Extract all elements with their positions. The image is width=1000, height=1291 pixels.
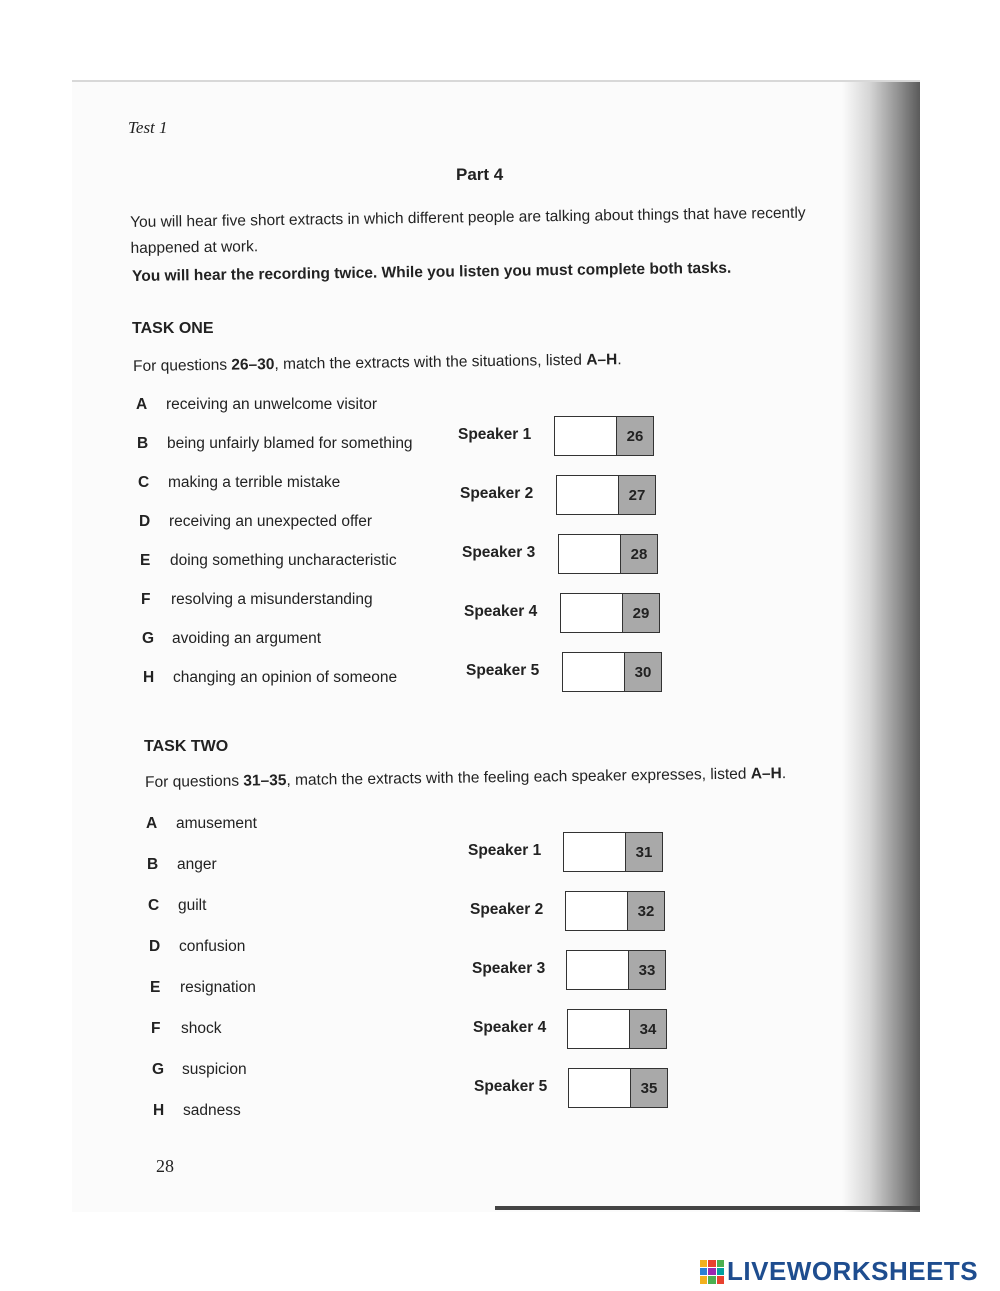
question-number: 35 (630, 1069, 667, 1107)
option-text: shock (181, 1020, 222, 1037)
instruction-text: For questions (133, 356, 232, 375)
option-letter: D (149, 938, 161, 955)
task-two-option-g (152, 1061, 247, 1079)
logo-square (700, 1276, 707, 1283)
logo-square (700, 1260, 707, 1267)
option-letter: G (152, 1061, 165, 1078)
worksheet-page (72, 80, 920, 1212)
answer-input[interactable] (561, 594, 622, 632)
option-letter: G (142, 630, 155, 647)
question-number: 29 (622, 594, 659, 632)
logo-square (717, 1276, 724, 1283)
task-two-speaker-5-label: Speaker 5 (474, 1078, 548, 1095)
task-two-option-e (150, 979, 256, 997)
answer-input[interactable] (563, 653, 624, 691)
task-one-speaker-1-label: Speaker 1 (458, 426, 532, 443)
option-letter: F (141, 591, 151, 608)
task-one-option-e (140, 552, 397, 570)
logo-square (708, 1268, 715, 1275)
option-letters: A–H (750, 765, 782, 783)
option-letter: A (146, 815, 158, 832)
question-number: 27 (618, 476, 655, 514)
brand-name: LIVEWORKSHEETS (727, 1256, 979, 1286)
option-text: being unfairly blamed for something (167, 435, 413, 452)
question-number: 30 (624, 653, 661, 691)
option-text: changing an opinion of someone (173, 669, 398, 686)
part-title: Part 4 (456, 165, 504, 184)
option-text: guilt (178, 897, 207, 914)
task-one-speaker-4-label: Speaker 4 (464, 603, 538, 620)
option-letter: B (147, 856, 159, 873)
answer-input[interactable] (566, 892, 627, 930)
logo-square (708, 1276, 715, 1283)
option-letters: A–H (586, 351, 618, 369)
instruction-text: For questions (145, 772, 244, 791)
task-one-answer-box-30 (562, 652, 662, 692)
question-number: 28 (620, 535, 657, 573)
logo-grid-icon (700, 1260, 724, 1284)
answer-input[interactable] (564, 833, 625, 871)
instruction-text: . (617, 351, 622, 369)
task-one-answer-box-26 (554, 416, 654, 456)
task-one-option-f (141, 591, 373, 609)
option-text: amusement (176, 815, 257, 832)
option-letter: H (153, 1102, 165, 1119)
task-one-speaker-5-label: Speaker 5 (466, 662, 540, 679)
option-text: sadness (183, 1102, 241, 1119)
test-label: Test 1 (128, 118, 168, 137)
task-one-option-c (138, 474, 340, 492)
option-letter: D (139, 513, 151, 530)
question-number: 32 (627, 892, 664, 930)
task-two-option-f (151, 1020, 222, 1038)
option-text: confusion (179, 938, 246, 955)
answer-input[interactable] (557, 476, 618, 514)
question-range: 31–35 (243, 772, 287, 790)
answer-input[interactable] (555, 417, 616, 455)
task-two-answer-box-32 (565, 891, 665, 931)
task-one-answer-box-28 (558, 534, 658, 574)
option-text: receiving an unexpected offer (169, 513, 373, 530)
option-text: anger (177, 856, 217, 873)
task-two-answer-box-31 (563, 832, 663, 872)
task-one-option-h (143, 669, 397, 687)
task-two-speaker-1-label: Speaker 1 (468, 842, 542, 859)
logo-square (700, 1268, 707, 1275)
option-letter: B (137, 435, 149, 452)
task-one-heading: TASK ONE (132, 320, 214, 337)
task-one-option-b (137, 435, 413, 453)
question-number: 33 (628, 951, 665, 989)
answer-input[interactable] (567, 951, 628, 989)
task-one-option-g (142, 630, 321, 648)
question-number: 34 (629, 1010, 666, 1048)
task-one-speaker-3-label: Speaker 3 (462, 544, 536, 561)
task-two-option-h (153, 1102, 241, 1120)
instruction-text: . (781, 765, 787, 783)
answer-input[interactable] (559, 535, 620, 573)
intro-text: You will hear five short extracts in which different people are talking about things that have recently happened at work. (130, 204, 806, 257)
task-two-answer-box-35 (568, 1068, 668, 1108)
task-two-option-c (148, 897, 206, 915)
page-number: 28 (156, 1156, 174, 1176)
task-one-answer-box-27 (556, 475, 656, 515)
logo-square (708, 1260, 715, 1267)
logo-square (717, 1268, 724, 1275)
instruction-text: , match the extracts with the feeling each speaker expresses, listed (286, 765, 751, 790)
option-letter: F (151, 1020, 161, 1037)
page-edge-line (495, 1206, 920, 1210)
task-two-speaker-2-label: Speaker 2 (470, 901, 544, 918)
option-text: resolving a misunderstanding (171, 591, 373, 608)
task-two-speaker-3-label: Speaker 3 (472, 960, 546, 977)
logo-square (717, 1260, 724, 1267)
task-two-speaker-4-label: Speaker 4 (473, 1019, 547, 1036)
option-letter: E (150, 979, 161, 996)
task-one-instruction (133, 351, 622, 376)
option-text: resignation (180, 979, 256, 996)
task-two-instruction (145, 765, 786, 792)
page-spine-shadow (842, 82, 920, 1212)
option-letter: H (143, 669, 155, 686)
option-text: receiving an unwelcome visitor (166, 396, 378, 413)
question-range: 26–30 (231, 356, 275, 374)
answer-input[interactable] (568, 1010, 629, 1048)
option-text: suspicion (182, 1061, 247, 1078)
option-letter: E (140, 552, 151, 569)
task-one-option-a (136, 396, 377, 414)
option-letter: A (136, 396, 148, 413)
task-two-option-d (149, 938, 245, 956)
task-one-speaker-2-label: Speaker 2 (460, 485, 534, 502)
option-text: doing something uncharacteristic (170, 552, 397, 569)
instruction-text: , match the extracts with the situations, listed (274, 351, 587, 374)
task-one-answer-box-29 (560, 593, 660, 633)
question-number: 26 (616, 417, 653, 455)
task-two-answer-box-34 (567, 1009, 667, 1049)
option-text: making a terrible mistake (168, 474, 341, 491)
task-two-option-b (147, 856, 217, 874)
task-two-option-a (146, 815, 257, 833)
option-letter: C (138, 474, 150, 491)
task-two-heading: TASK TWO (144, 738, 229, 755)
question-number: 31 (625, 833, 662, 871)
option-text: avoiding an argument (172, 630, 322, 647)
answer-input[interactable] (569, 1069, 630, 1107)
option-letter: C (148, 897, 160, 914)
task-one-option-d (139, 513, 372, 531)
recording-instruction: You will hear the recording twice. While you listen you must complete both tasks. (132, 259, 732, 285)
task-two-answer-box-33 (566, 950, 666, 990)
liveworksheets-logo[interactable] (700, 1256, 978, 1287)
